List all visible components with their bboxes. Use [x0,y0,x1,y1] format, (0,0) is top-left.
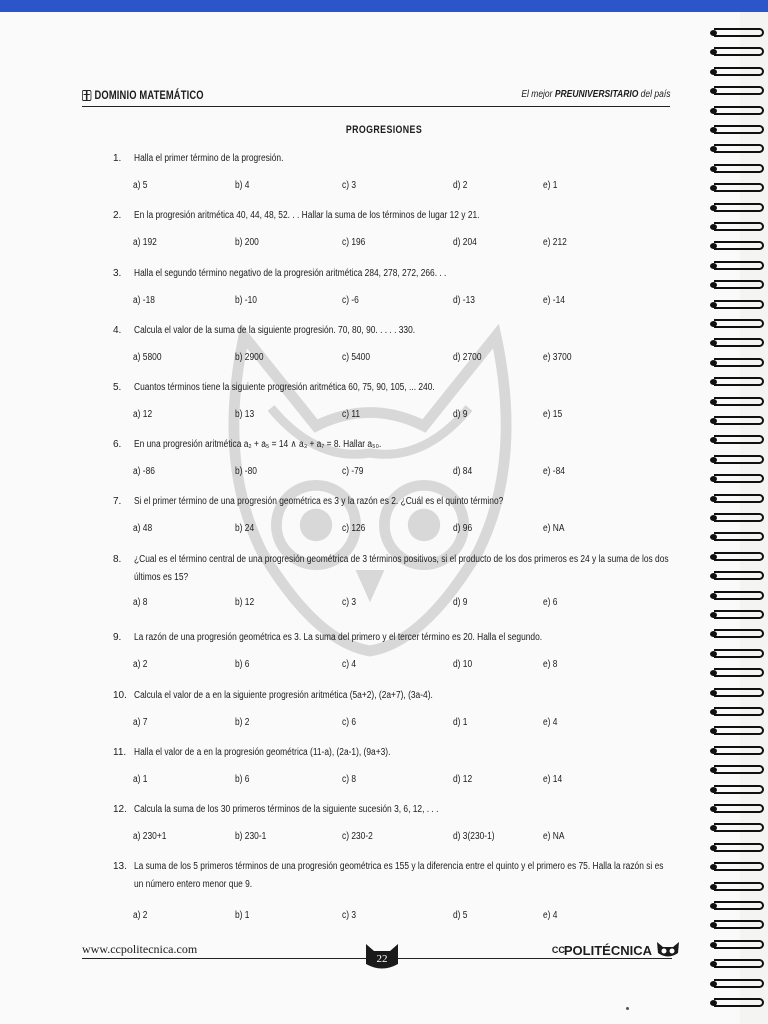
answer-option: b) 230-1 [235,831,267,842]
answer-option: a) 2 [133,910,148,921]
answer-option: d) 3(230-1) [453,831,495,842]
ring-wire [714,823,764,832]
answer-options [133,295,673,313]
ring-wire [714,144,764,153]
answer-option: d) 10 [453,659,473,670]
question-number: 9. [113,632,122,643]
spiral-ring [710,552,764,562]
answer-options [133,831,673,849]
answer-option: d) 204 [453,237,477,248]
spiral-ring [710,183,764,193]
spiral-ring [710,959,764,969]
answer-options [133,774,673,792]
ring-wire [714,707,764,716]
answer-option: c) -6 [342,295,359,306]
answer-option: c) 126 [342,523,366,534]
answer-option: c) 3 [342,597,357,608]
question-text: Calcula el valor de la suma de la siguiente progresión. 70, 80, 90. . . . . 330. [134,325,416,336]
spiral-ring [710,882,764,892]
answer-option: a) 48 [133,523,153,534]
spiral-ring [710,513,764,523]
tagline-bold: PREUNIVERSITARIO [554,89,638,100]
spiral-ring [710,823,764,833]
answer-option: b) 24 [235,523,255,534]
logo-text: POLITÉCNICA [563,942,652,958]
ring-wire [714,746,764,755]
answer-option: c) 230-2 [342,831,373,842]
answer-option: c) -79 [342,466,364,477]
spiral-ring [710,358,764,368]
answer-options [133,523,673,541]
spiral-ring [710,455,764,465]
answer-option: e) 212 [543,237,567,248]
ring-wire [714,203,764,212]
answer-option: e) 14 [543,774,563,785]
spiral-ring [710,86,764,96]
ring-wire [714,241,764,250]
ring-wire [714,67,764,76]
spiral-ring [710,804,764,814]
brand [82,88,204,102]
ring-wire [714,300,764,309]
brand-label: DOMINIO MATEMÁTICO [94,88,204,102]
question-text: ¿Cual es el término central de una progresión geométrica de 3 términos positivos, si el producto de los dos primeros es 24 y la suma de los dos últimos es 15? [134,554,669,583]
tagline [521,89,670,100]
ring-wire [714,280,764,289]
spiral-ring [710,28,764,38]
answer-option: d) 9 [453,597,468,608]
spiral-ring [710,765,764,775]
blue-cover-strip [0,0,768,12]
question-text: Si el primer término de una progresión geométrica es 3 y la razón es 2. ¿Cuál es el quinto término? [134,496,504,507]
spiral-ring [710,222,764,232]
spiral-ring [710,920,764,930]
question-number: 13. [113,861,127,872]
spiral-ring [710,532,764,542]
spiral-ring [710,338,764,348]
ring-wire [714,28,764,37]
spiral-ring [710,261,764,271]
spiral-ring [710,862,764,872]
spiral-ring [710,998,764,1008]
ring-wire [714,358,764,367]
answer-option: b) 13 [235,409,255,420]
answer-option: d) 96 [453,523,473,534]
question-number: 3. [113,268,122,279]
answer-option: e) 6 [543,597,558,608]
spiral-ring [710,474,764,484]
question-number: 7. [113,496,122,507]
spiral-ring [710,319,764,329]
answer-option: e) -14 [543,295,565,306]
answer-option: a) 1 [133,774,148,785]
spiral-ring [710,649,764,659]
spiral-ring [710,901,764,911]
spiral-binding [706,12,768,1024]
answer-option: a) 8 [133,597,148,608]
answer-option: a) 12 [133,409,153,420]
question-number: 1. [113,153,122,164]
ring-wire [714,513,764,522]
answer-option: b) 1 [235,910,250,921]
answer-option: e) 15 [543,409,563,420]
spiral-ring [710,241,764,251]
answer-options [133,597,673,615]
answer-option: b) 6 [235,774,250,785]
spiral-ring [710,591,764,601]
answer-option: c) 4 [342,659,357,670]
footer-url[interactable]: www.ccpolitecnica.com [82,942,198,956]
ring-wire [714,571,764,580]
answer-option: a) 5 [133,180,148,191]
spiral-ring [710,629,764,639]
ring-wire [714,397,764,406]
ring-wire [714,474,764,483]
ring-wire [714,455,764,464]
ring-wire [714,862,764,871]
answer-options [133,352,673,370]
ring-wire [714,552,764,561]
spiral-ring [710,397,764,407]
question-text: Halla el primer término de la progresión. [134,153,284,164]
spiral-ring [710,707,764,717]
answer-option: d) 9 [453,409,468,420]
tagline-mid: mejor [530,89,555,100]
answer-option: b) 4 [235,180,250,191]
question-text: Halla el valor de a en la progresión geométrica (11-a), (2a-1), (9a+3). [134,747,391,758]
footer-logo [552,941,680,959]
answer-option: d) 2 [453,180,468,191]
answer-option: a) 2 [133,659,148,670]
spiral-ring [710,416,764,426]
answer-options [133,180,673,198]
spiral-ring [710,144,764,154]
spiral-ring [710,610,764,620]
ring-wire [714,183,764,192]
ring-wire [714,222,764,231]
ring-wire [714,86,764,95]
answer-option: a) 5800 [133,352,162,363]
question-text: Halla el segundo término negativo de la progresión aritmética 284, 278, 272, 266. . . [134,268,447,279]
question-text: Calcula el valor de a en la siguiente progresión aritmética (5a+2), (2a+7), (3a-4). [134,690,433,701]
ring-wire [714,765,764,774]
answer-option: e) NA [543,523,565,534]
spiral-ring [710,67,764,77]
ring-wire [714,901,764,910]
spiral-ring [710,47,764,57]
ring-wire [714,629,764,638]
ring-wire [714,649,764,658]
answer-option: a) 192 [133,237,157,248]
ring-wire [714,416,764,425]
answer-option: a) 230+1 [133,831,167,842]
answer-option: a) 7 [133,717,148,728]
question-number: 8. [113,554,122,565]
ring-wire [714,377,764,386]
answer-options [133,409,673,427]
spiral-ring [710,280,764,290]
spiral-ring [710,979,764,989]
answer-option: a) -18 [133,295,155,306]
question-text: La suma de los 5 primeros términos de una progresión geométrica es 155 y la diferencia entre el quinto y el primero es 75. Halla la razón si es un número entero menor que 9. [134,861,664,890]
answer-option: e) 4 [543,910,558,921]
question-text: La razón de una progresión geométrica es 3. La suma del primero y el tercer término es 20. Halla el segundo. [134,632,543,643]
spiral-ring [710,125,764,135]
answer-option: b) 12 [235,597,255,608]
spiral-ring [710,435,764,445]
answer-option: b) 6 [235,659,250,670]
page-number: 22 [376,953,388,965]
ring-wire [714,319,764,328]
answer-options [133,466,673,484]
question-number: 10. [113,690,127,701]
ring-wire [714,591,764,600]
answer-option: e) 3700 [543,352,572,363]
answer-option: c) 3 [342,180,357,191]
ring-wire [714,610,764,619]
answer-option: b) -10 [235,295,257,306]
spiral-ring [710,746,764,756]
answer-option: d) 1 [453,717,468,728]
question-number: 5. [113,382,122,393]
answer-option: c) 6 [342,717,357,728]
ring-wire [714,261,764,270]
spiral-ring [710,203,764,213]
answer-option: c) 5400 [342,352,371,363]
ring-wire [714,688,764,697]
ring-wire [714,843,764,852]
question-number: 11. [113,747,127,758]
ring-wire [714,998,764,1007]
ring-wire [714,668,764,677]
question-text: Calcula la suma de los 30 primeros términos de la siguiente sucesión 3, 6, 12, . . . [134,804,439,815]
answer-option: e) 4 [543,717,558,728]
answer-option: c) 3 [342,910,357,921]
answer-option: b) 2900 [235,352,264,363]
answer-option: d) 12 [453,774,473,785]
answer-option: b) -80 [235,466,257,477]
ring-wire [714,125,764,134]
answer-option: e) -84 [543,466,565,477]
ring-wire [714,804,764,813]
spiral-ring [710,571,764,581]
ring-wire [714,979,764,988]
question-number: 4. [113,325,122,336]
ring-wire [714,435,764,444]
owl-logo-icon [656,941,680,959]
ring-wire [714,47,764,56]
answer-option: e) NA [543,831,565,842]
ring-wire [714,532,764,541]
answer-options [133,910,673,928]
spiral-ring [710,668,764,678]
answer-option: b) 2 [235,717,250,728]
ring-wire [714,785,764,794]
question-number: 2. [113,210,122,221]
answer-option: b) 200 [235,237,259,248]
question-number: 6. [113,439,122,450]
spiral-ring [710,300,764,310]
spiral-ring [710,843,764,853]
ring-wire [714,940,764,949]
ring-wire [714,920,764,929]
ring-wire [714,726,764,735]
page-title: PROGRESIONES [345,124,423,136]
spiral-ring [710,688,764,698]
answer-option: a) -86 [133,466,155,477]
answer-options [133,717,673,735]
question-text: En la progresión aritmética 40, 44, 48, 52. . . Hallar la suma de los términos de lugar 12 y 21. [134,210,480,221]
answer-option: c) 11 [342,409,361,420]
question-text: En una progresión aritmética a₂ + a₅ = 14 ∧ a₃ + a₇ = 8. Hallar a₅₀. [134,439,382,450]
answer-option: d) -13 [453,295,475,306]
logo-cc: CC [551,945,565,955]
page-header [82,86,670,107]
spiral-ring [710,785,764,795]
paper-speck [626,1007,629,1010]
spiral-ring [710,494,764,504]
answer-option: e) 8 [543,659,558,670]
answer-options [133,237,673,255]
ring-wire [714,959,764,968]
question-number: 12. [113,804,127,815]
spiral-ring [710,106,764,116]
answer-option: d) 2700 [453,352,482,363]
spiral-ring [710,377,764,387]
ring-wire [714,882,764,891]
spiral-ring [710,164,764,174]
tagline-post: del país [637,89,670,100]
ring-wire [714,338,764,347]
book-icon [82,90,91,101]
spiral-ring [710,940,764,950]
answer-option: c) 8 [342,774,357,785]
answer-options [133,659,673,677]
answer-option: e) 1 [543,180,558,191]
ring-wire [714,106,764,115]
answer-option: d) 84 [453,466,473,477]
ring-wire [714,164,764,173]
answer-option: c) 196 [342,237,366,248]
question-text: Cuantos términos tiene la siguiente progresión aritmética 60, 75, 90, 105, ... 240. [134,382,435,393]
ring-wire [714,494,764,503]
answer-option: d) 5 [453,910,468,921]
spiral-ring [710,726,764,736]
tagline-pre: El [520,89,531,100]
